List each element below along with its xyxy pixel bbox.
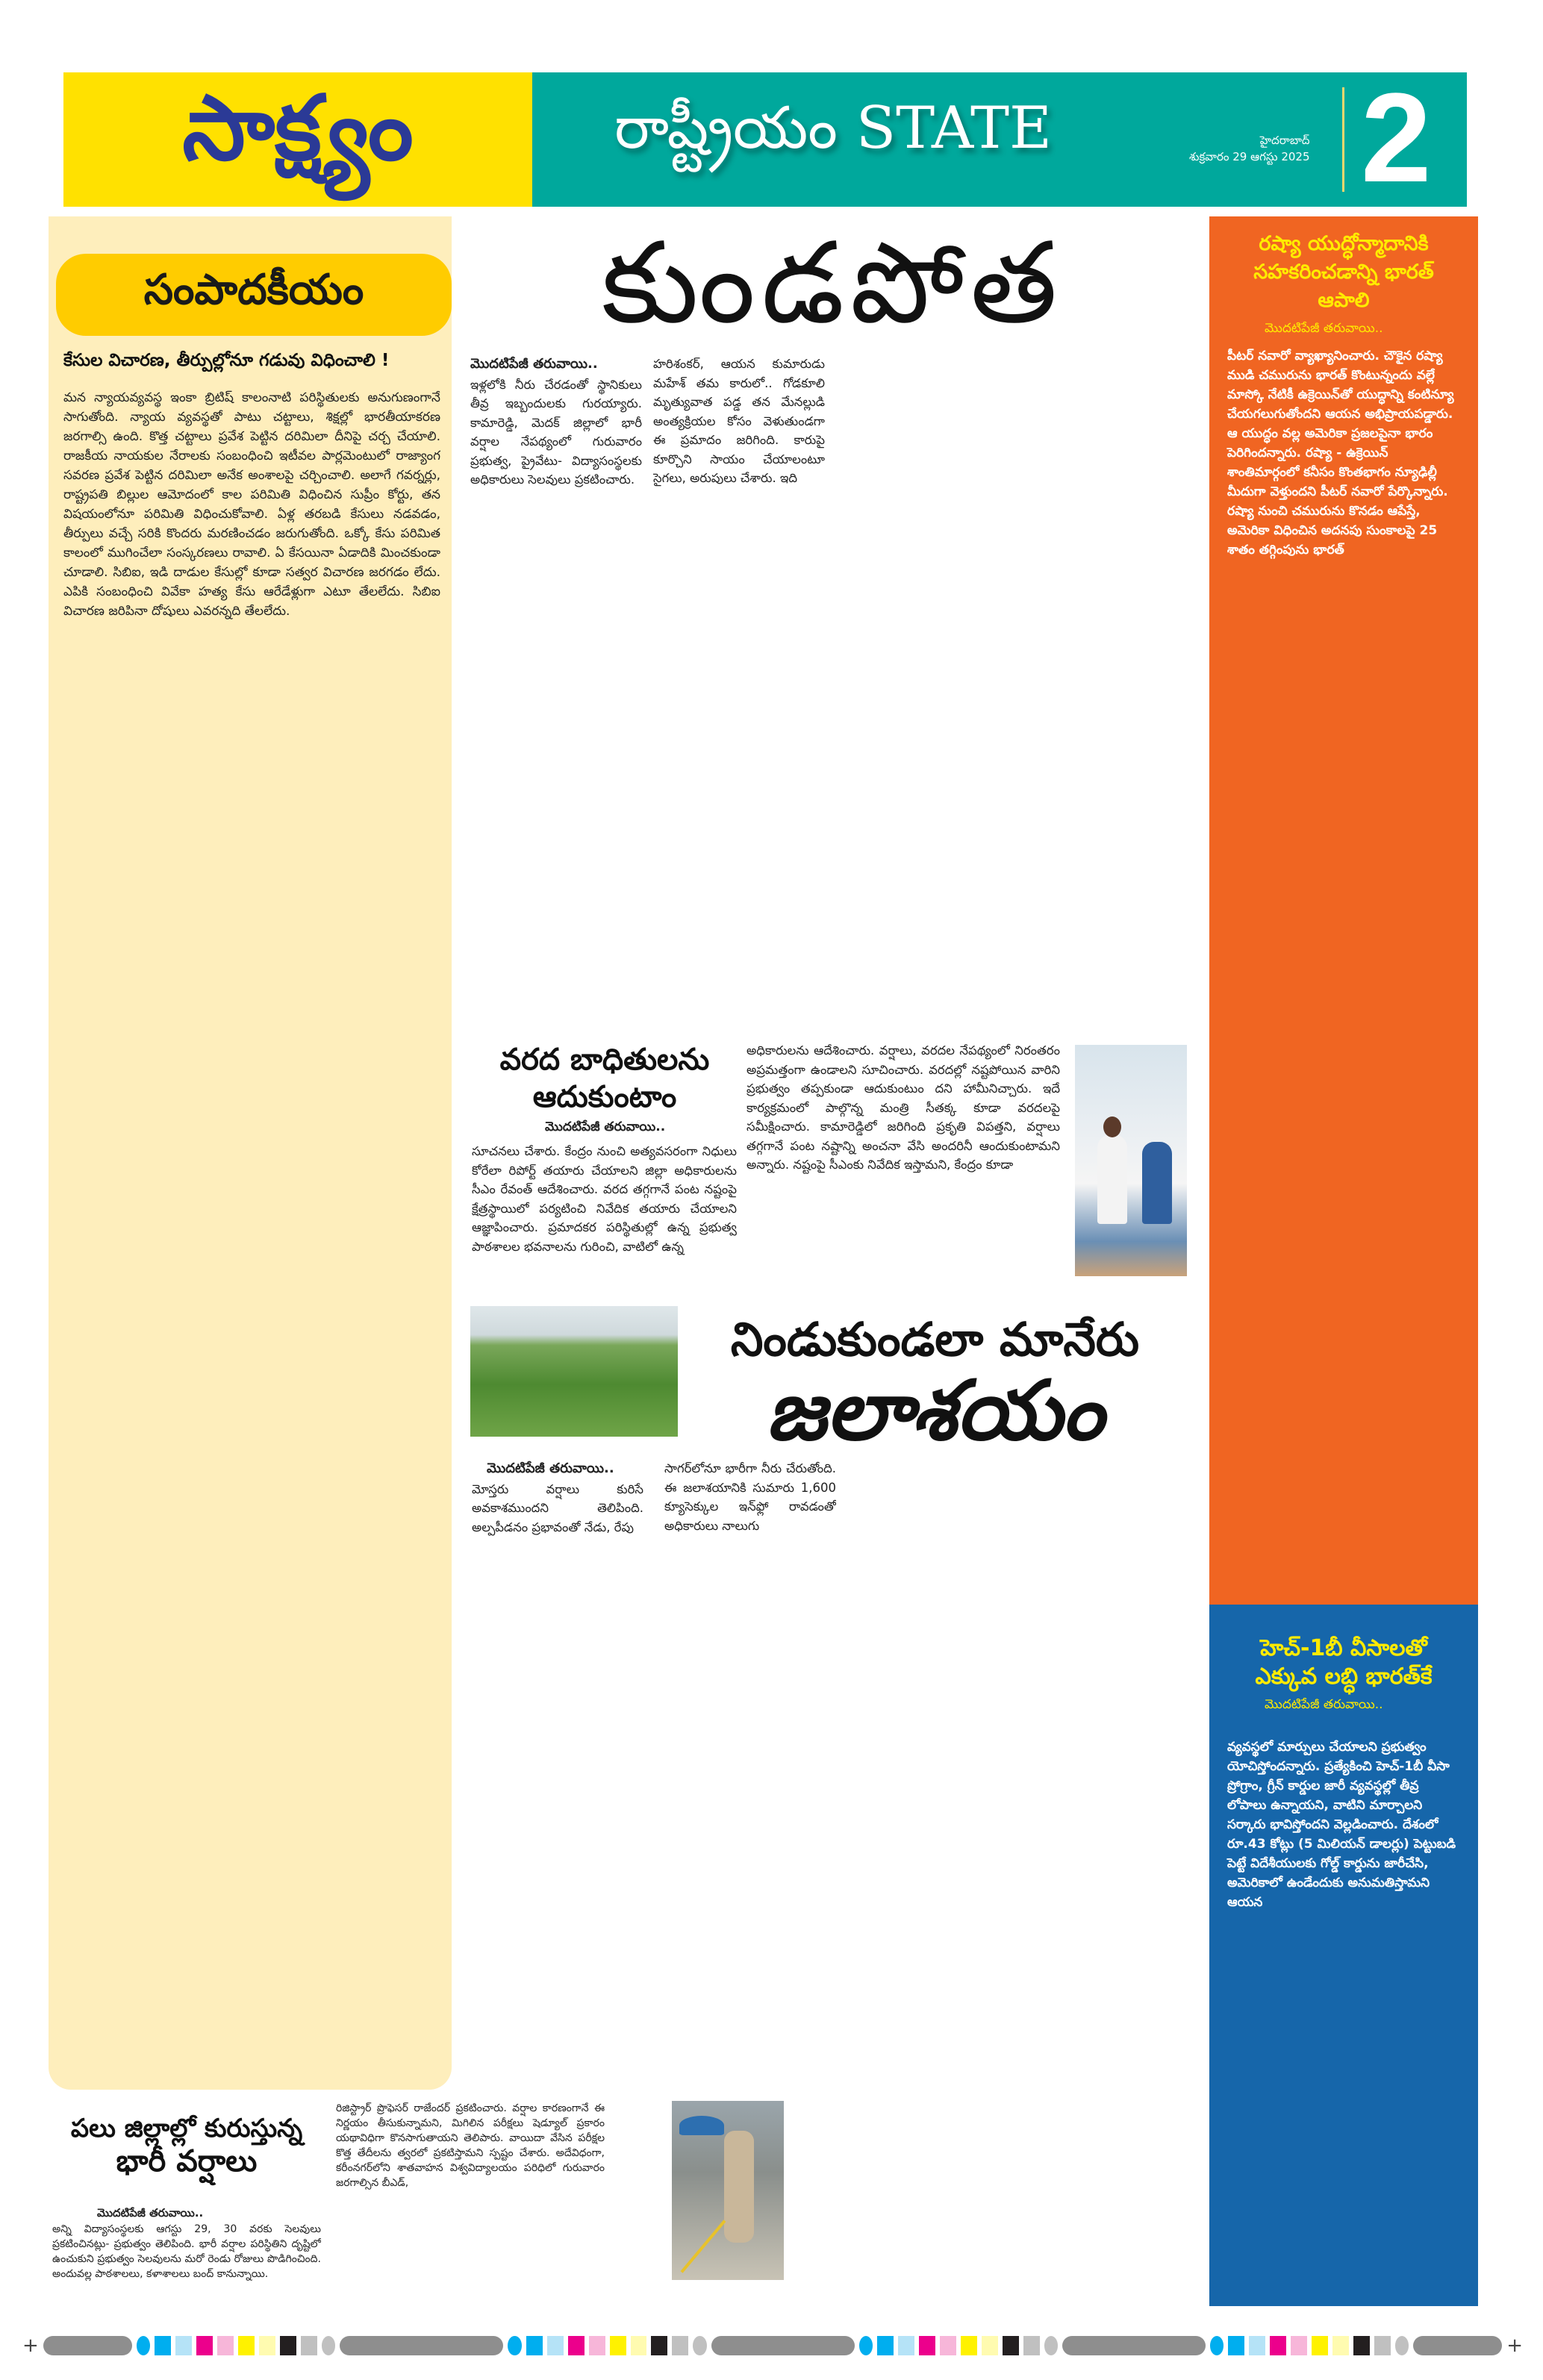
h1b-body: వ్యవస్థలో మార్పులు చేయాలని ప్రభుత్వం యోచిస్తోందన్నారు. ప్రత్యేకించి హెచ్-1బీ వీసా ప్రోగ్రాం, గ్రీన్ కార్డుల జారీ వ్యవస్థల్లో తీవ్ర లోపాలు ఉన్నాయని, వాటిని మార్చాలని సర్కారు భావిస్తోందని వెల్లడించారు. దేశంలో రూ.43 కోట్లు (5 మిలియన్ డాలర్లు) పెట్టుబడి పెట్టే విదేశీయులకు గోల్డ్ కార్డును జారీచేసి, అమెరికాలో ఉండేందుకు అనుమతిస్తామని ఆయన — [1227, 1740, 1456, 1910]
rain-headline-line1: పలు జిల్లాల్లో కురుస్తున్న — [70, 2114, 303, 2143]
russia-body: పీటర్ నవారో వ్యాఖ్యానించారు. చౌకైన రష్యా ముడి చమురును భారత్ కొంటున్నందు వల్లే మాస్కో నేటికీ ఉక్రెయిన్‌తో యుద్ధాన్ని కంటిన్యూ చేయగలుగుతోందని ఆయన అభిప్రాయపడ్డారు. ఆ యుద్ధం వల్ల అమెరికా ప్రజలపైనా భారం పెరిగిందన్నారు. రష్యా - ఉక్రెయిన్ శాంతిమార్గంలో కనీసం కొంతభాగం న్యూఢిల్లీ మీదుగా వెళ్తుందని పీటర్ నవారో పేర్కొన్నారు. రష్యా నుంచి చమురును కొనడం ఆపేస్తే, అమెరికా విధించిన అదనపు సుంకాలపై 25 శాతం తగ్గింపును భారత్ — [1227, 349, 1454, 557]
person-figure — [1142, 1142, 1172, 1224]
reservoir-col2: సాగర్‌లోనూ భారీగా నీరు చేరుతోంది. ఈ జలాశయానికి సుమారు 1,600 క్యూసెక్కుల ఇన్‌ఫ్లో రావడంతో అధికారులు నాలుగు — [664, 1461, 836, 1533]
relief-headline-line1: వరద బాధితులను — [499, 1043, 710, 1077]
section-banner — [532, 67, 1467, 209]
continued-label: మొదటిపేజీ తరువాయి.. — [1265, 321, 1383, 336]
reservoir-col1 — [472, 1459, 643, 2086]
rain-headline — [52, 2112, 321, 2178]
main-headline: కుండపోత — [601, 219, 1064, 349]
editorial-headline: కేసుల విచారణ, తీర్పుల్లోనూ గడువు విధించాలి ! — [63, 351, 390, 370]
rain-col2: రిజిస్ట్రార్ ప్రొఫెసర్ రాజేందర్ ప్రకటించారు. వర్షాల కారణంగానే ఈ నిర్ణయం తీసుకున్నామని, మిగిలిన పరీక్షలు షెడ్యూల్ ప్రకారం యథావిధిగా కొనసాగుతాయని తెలిపారు. వాయిదా వేసిన పరీక్షల కొత్త తేదీలను త్వరలో ప్రకటిస్తామని స్పష్టం చేశారు. అదేవిధంగా, కరీంనగర్‌లోని శాతవాహన విశ్వవిద్యాలయం పరిధిలో గురువారం జరగాల్సిన బీఎడ్, — [336, 2102, 605, 2189]
reservoir-headline — [683, 1310, 1187, 1458]
dateline — [1189, 132, 1310, 165]
rain-col1 — [52, 2205, 321, 2302]
umbrella — [679, 2116, 724, 2135]
editorial-label: సంపాదకీయం — [56, 254, 452, 336]
logo-text: సాక్ష్యం — [182, 77, 414, 181]
reservoir-headline-line1: నిండుకుండలా మానేరు — [730, 1312, 1140, 1367]
relief-col1: సూచనలు చేశారు. కేంద్రం నుంచి అత్యవసరంగా నిధులు కోరేలా రిపోర్ట్ తయారు చేయాలని జిల్లా అధికారులను సీఎం రేవంత్ ఆదేశించారు. వరద తగ్గగానే పంట నష్టంపై క్షేత్రస్థాయిలో పర్యటించి నివేదిక తయారు చేయాలని ఆజ్ఞాపించారు. ప్రమాదకర పరిస్థితుల్లో ఉన్న ప్రభుత్వ పాఠశాలల భవనాలను గురించి, వాటిలో ఉన్న — [472, 1144, 737, 1254]
date: శుక్రవారం 29 ఆగస్టు 2025 — [1189, 150, 1310, 163]
page-number: 2 — [1361, 67, 1432, 209]
continued-label: మొదటిపేజీ తరువాయి.. — [487, 1461, 614, 1476]
masthead-logo — [63, 72, 532, 207]
rescue-photo — [672, 2101, 784, 2280]
editorial-column — [49, 216, 452, 2090]
relief-continued: మొదటిపేజీ తరువాయి.. — [545, 1119, 666, 1134]
editorial-body: మన న్యాయవ్యవస్థ ఇంకా బ్రిటిష్ కాలంనాటి పరిస్థితులకు అనుగుణంగానే సాగుతోంది. న్యాయ వ్యవస్థతో పాటు చట్టాలు, శిక్షల్లో భారతీయాకరణ జరగాల్సి ఉంది. కొత్త చట్టాలు ప్రవేశ పెట్టిన దరిమిలా దీనిపై చర్చ చేయాలి. రాజకీయ నాయకుల నేరాలకు సంబంధించి ఇటీవల పార్లమెంటులో రాజ్యాంగ సవరణ ప్రవేశ పెట్టిన దరిమిలా అనేక అంశాలపై చర్చించాలి. అలాగే గవర్నర్లు, రాష్ట్రపతి బిల్లుల ఆమోదంలో కాల పరిమితి విధించిన సుప్రీం కోర్టు, తన విషయంలోనూ పరిమితి విధించుకోవాలి. ఏళ్ల తరబడి కేసులు నడవడం, తీర్పులు వచ్చే సరికి కొందరు మరణించడం జరుగుతోంది. ఒక్కో కేసు పరిమిత కాలంలో ముగించేలా సంస్కరణలు రావాలి. ఏ కేసయినా ఏడాదికి మించకుండా చూడాలి. సిబిఐ, ఇడి దాడుల కేసుల్లో కూడా సత్వర విచారణ జరగడం లేదు. ఎపికి సంబంధించి వివేకా హత్య కేసు ఆరేడేళ్లుగా ఎటూ తేలలేదు. సిబిఐ విచారణ జరిపినా దోషులు ఎవరన్నది తేలలేదు. — [63, 390, 440, 619]
city: హైదరాబాద్ — [1259, 134, 1310, 147]
rope — [681, 2220, 726, 2273]
divider — [1342, 87, 1344, 192]
relief-headline-line2: ఆదుకుంటాం — [532, 1080, 677, 1114]
section-title: రాష్ట్రీయం STATE — [614, 95, 1052, 162]
continued-label: మొదటిపేజీ తరువాయి.. — [470, 356, 598, 372]
cm-review-photo — [1075, 1045, 1187, 1276]
main-story-col1 — [470, 354, 642, 1011]
h1b-box — [1209, 1605, 1478, 2306]
rain-headline-line2: భారీ వర్షాలు — [116, 2144, 258, 2178]
continued-label: మొదటిపేజీ తరువాయి.. — [1265, 1697, 1383, 1712]
reservoir-text: మోస్తరు వర్షాలు కురిసే అవకాశముందని తెలిపింది. అల్పపీడనం ప్రభావంతో నేడు, రేపు — [472, 1481, 643, 1534]
russia-box — [1209, 216, 1478, 1620]
person-figure — [1097, 1134, 1127, 1224]
main-story-col2: హరిశంకర్, ఆయన కుమారుడు మహేశ్ తమ కారులో.. గోడకూలి మృత్యువాత పడ్డ తన మేనల్లుడి అంత్యక్రియల కోసం వెళుతుండగా ఈ ప్రమాదం జరిగింది. కారుపై కూర్చొని సాయం చేయాలంటూ సైగలు, అరుపులు చేశారు. ఇది — [653, 357, 825, 485]
police-figure — [724, 2131, 754, 2243]
continued-label: మొదటిపేజీ తరువాయి.. — [97, 2206, 204, 2220]
russia-headline: రష్యా యుద్ధోన్మాదానికి సహకరించడాన్ని భారత్ ఆపాలి — [1253, 232, 1434, 312]
h1b-headline: హెచ్-1బీ వీసాలతో ఎక్కువ లబ్ధి భారత్‌కే — [1255, 1635, 1433, 1690]
person-head — [1103, 1116, 1121, 1137]
main-story-text: ఇళ్లలోకి నీరు చేరడంతో స్థానికులు తీవ్ర ఇబ్బందులకు గురయ్యారు. కామారెడ్డి, మెదక్ జిల్లాలో భారీ వర్షాల నేపథ్యంలో గురువారం ప్రభుత్వ, ప్రైవేటు- విద్యాసంస్థలకు అధికారులు సెలవులు ప్రకటించారు. — [470, 377, 642, 487]
registration-mark: + — [1506, 2334, 1523, 2357]
flooded-field-photo — [470, 1306, 678, 1437]
print-color-bar — [22, 2336, 1523, 2355]
reservoir-headline-line2: జలాశయం — [766, 1363, 1104, 1458]
relief-col2: అధికారులను ఆదేశించారు. వర్షాలు, వరదల నేపథ్యంలో నిరంతరం అప్రమత్తంగా ఉండాలని సూచించారు. వరదల్లో నష్టపోయిన వారిని ప్రభుత్వం తప్పకుండా ఆదుకుంటుం దని హామీనిచ్చారు. ఇదే కార్యక్రమంలో పాల్గొన్న మంత్రి సీతక్క కూడా వరదలపై సమీక్షించారు. కామారెడ్డిలో జరిగింది ప్రకృతి విపత్తని, వర్షాలు తగ్గగానే పంట నష్టాన్ని అంచనా వేసి అందరినీ ఆందుకుంటామని అన్నారు. నష్టంపై సీఎంకు నివేదిక ఇస్తామని, కేంద్రం కూడా — [746, 1043, 1060, 1172]
relief-headline — [478, 1041, 732, 1116]
rain-text: అన్ని విద్యాసంస్థలకు ఆగస్టు 29, 30 వరకు సెలవులు ప్రకటించినట్లు- ప్రభుత్వం తెలిపింది. భారీ వర్షాల పరిస్థితిని దృష్టిలో ఉంచుకుని ప్రభుత్వం సెలవులను మరో రెండు రోజులు పొడిగించింది. అందువల్ల పాఠశాలలు, కళాశాలలు బంద్ కానున్నాయి. — [52, 2223, 321, 2280]
registration-mark: + — [22, 2334, 39, 2357]
